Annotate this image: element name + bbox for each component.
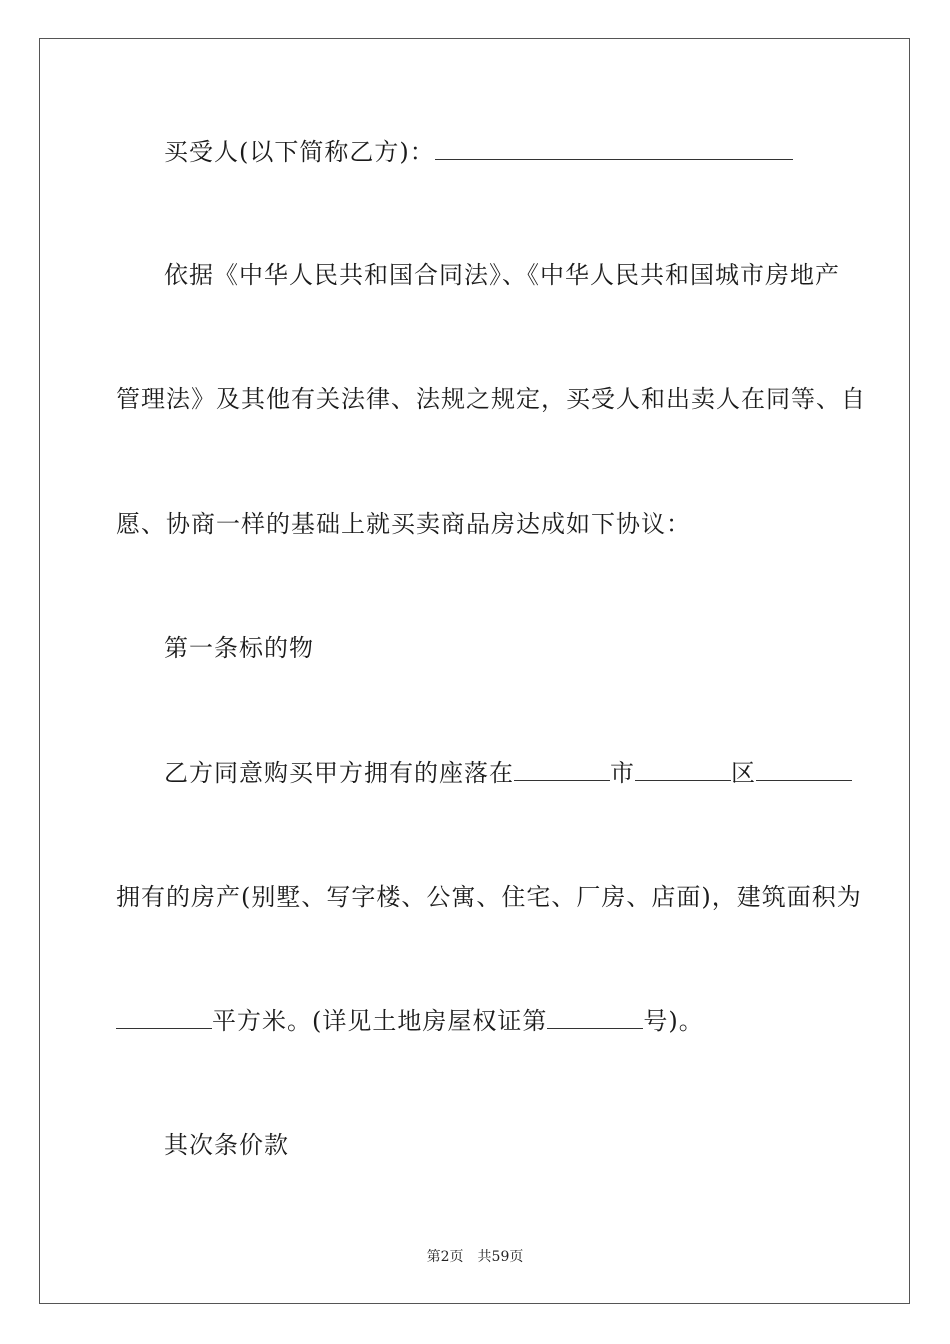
location-blank-3	[756, 758, 852, 781]
location-blank-2	[635, 758, 731, 781]
buyer-line	[164, 137, 793, 167]
area-blank	[116, 1006, 212, 1029]
area-label: 平方米。(详见土地房屋权证第	[212, 1007, 548, 1035]
para2-line2: 拥有的房产(别墅、写字楼、公寓、住宅、厂房、店面)，建筑面积为	[116, 883, 862, 911]
page-number: 第2页 共59页	[426, 1249, 524, 1265]
certificate-suffix: 号)。	[643, 1007, 704, 1035]
para2-line1	[164, 758, 852, 788]
article1-title: 第一条标的物	[164, 634, 314, 662]
para2-location-label: 乙方同意购买甲方拥有的座落在	[164, 759, 514, 787]
buyer-blank	[435, 137, 793, 160]
para1-line3: 愿、协商一样的基础上就买卖商品房达成如下协议：	[116, 510, 691, 538]
city-label: 市	[610, 759, 635, 787]
district-label: 区	[731, 759, 756, 787]
para1-line1: 依据《中华人民共和国合同法》、《中华人民共和国城市房地产	[164, 261, 840, 289]
page-border	[39, 38, 910, 1304]
location-blank-1	[514, 758, 610, 781]
buyer-label: 买受人(以下简称乙方)：	[164, 138, 435, 166]
article2-title: 其次条价款	[164, 1131, 289, 1159]
certificate-blank	[547, 1006, 643, 1029]
para1-line2: 管理法》及其他有关法律、法规之规定，买受人和出卖人在同等、自	[116, 385, 866, 413]
para2-line3	[116, 1006, 704, 1036]
